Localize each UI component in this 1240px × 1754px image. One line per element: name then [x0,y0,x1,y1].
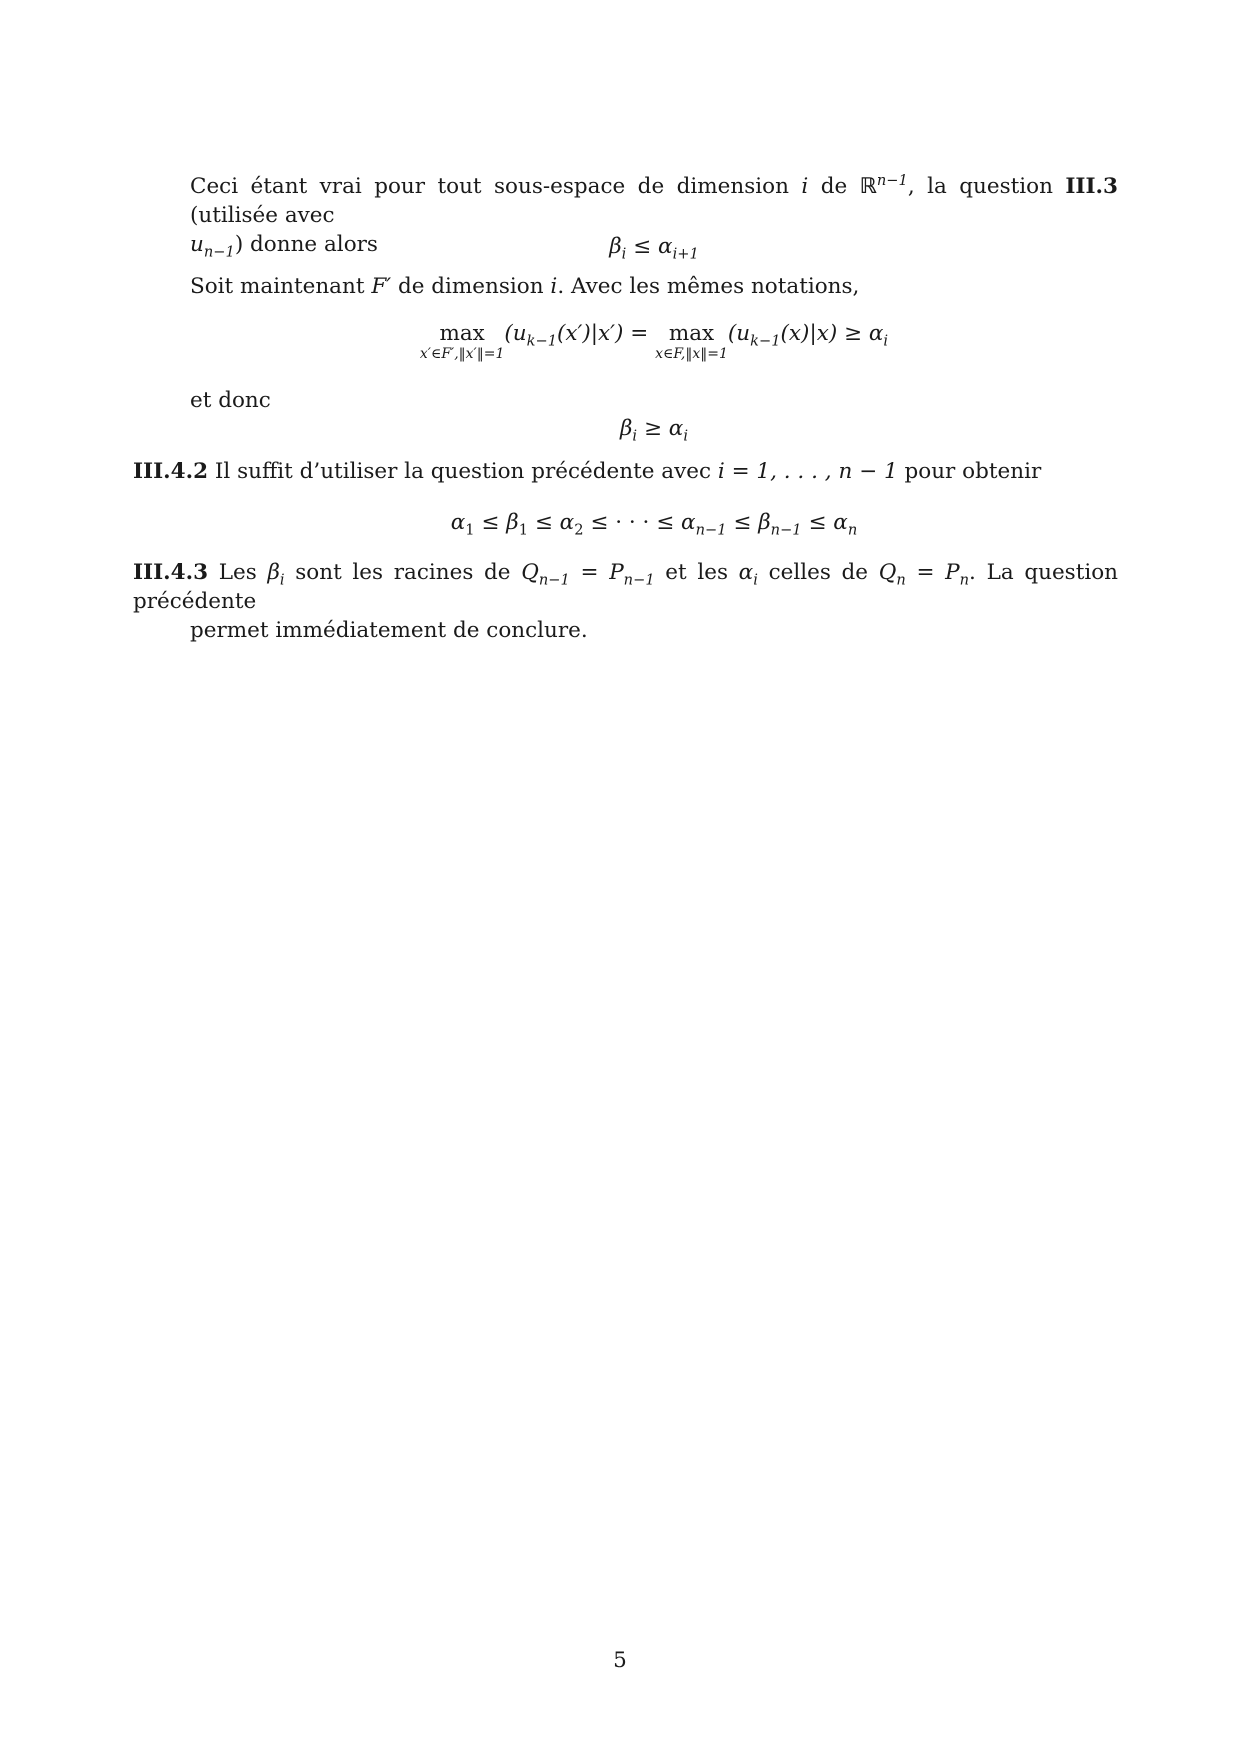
math-subscript: n−1 [695,521,727,539]
equation-beta-le-alpha [190,232,1118,262]
math-subscript: n−1 [538,571,570,589]
text-run: , la question [907,174,1066,199]
text-run: (u [504,321,527,346]
math-symbol: β [267,560,280,585]
math-var: i [550,274,558,299]
math-symbol: P [945,560,960,585]
math-operator: ≤ [801,510,834,535]
math-subscript: k−1 [750,332,781,350]
math-symbol: α [450,510,466,535]
math-symbol: β [609,234,622,259]
math-subscript: n−1 [623,571,655,589]
math-operator: ≤ [583,510,616,535]
math-operator: ≤ [474,510,507,535]
max-subscript: x′∈F′,‖x′‖=1 [419,346,505,362]
text-run: . Avec les mêmes notations, [557,274,860,299]
math-superscript: n−1 [876,171,908,189]
math-subscript: n−1 [770,521,802,539]
question-reference: III.3 [1065,174,1118,199]
math-operator: ≤ [626,234,659,259]
equation-interlacing [190,508,1118,538]
paragraph-et-donc [190,386,1118,415]
math-subscript: 1 [518,521,528,539]
item-III-4-3 [133,558,1118,645]
text-run: (x)|x) ≥ α [780,321,884,346]
math-subscript: 2 [574,521,584,539]
text-continuation: permet immédiatement de conclure. [190,618,588,643]
math-subscript: n−1 [203,243,235,261]
text-run: (u [727,321,751,346]
math-subscript: i [753,571,758,589]
math-symbol: α [833,510,848,535]
math-symbol: P [609,560,624,585]
max-operator-right [655,322,728,362]
math-operator: ≤ [649,510,682,535]
math-expression: i = 1, . . . , n − 1 [717,459,898,484]
math-operator: ≥ [637,416,669,441]
max-expression-right [727,321,889,350]
math-symbol: α [658,234,673,259]
math-operator: ≤ [527,510,560,535]
text-run: de [808,174,860,199]
text-run: et donc [190,388,271,413]
max-subscript: x∈F,‖x‖=1 [655,346,728,362]
math-symbol: α [668,416,684,441]
text-run: de dimension [391,274,551,299]
math-ellipsis: · · · [615,510,650,535]
max-expression-left [504,321,656,350]
item-label: III.4.2 [133,459,209,484]
math-subscript: i [683,427,689,445]
math-symbol: α [681,510,696,535]
text-run: Ceci étant vrai pour tout sous-espace de dimension [190,174,802,199]
text-run: Les [208,560,268,585]
item-label: III.4.3 [133,560,209,585]
math-symbol: Q [878,560,897,585]
math-var: u [190,232,204,257]
math-symbol: Q [521,560,539,585]
math-subscript: i [279,571,285,589]
text-run: ) donne alors [234,232,378,257]
math-symbol: α [559,510,575,535]
text-run: et les [654,560,739,585]
math-subscript: n [896,571,906,589]
math-subscript: i+1 [672,245,699,263]
text-run: Il suffit d’utiliser la question précédente avec [208,459,718,484]
math-symbol: β [506,510,519,535]
math-subscript: 1 [465,521,475,539]
text-run: Soit maintenant [190,274,372,299]
equation-beta-ge-alpha [190,414,1118,444]
text-run: (utilisée avec [190,203,335,228]
text-run: pour obtenir [897,459,1042,484]
math-subscript: n [847,521,858,539]
math-operator: ≤ [726,510,759,535]
math-subscript: i [883,332,889,350]
math-var: i [801,174,809,199]
math-operator: = [569,560,610,585]
paragraph-soit [190,272,1118,301]
math-real-symbol: ℝ [859,174,877,199]
max-label: max [439,321,485,346]
text-run: . La question précédente [133,560,1119,614]
math-symbol: β [758,510,771,535]
math-subscript: n [959,571,970,589]
item-III-4-2 [133,457,1118,486]
math-subscript: i [632,427,638,445]
math-symbol: β [619,416,633,441]
page-number: 5 [613,1648,627,1673]
math-var: F′ [371,274,392,299]
text-run: celles de [757,560,879,585]
equation-max [190,322,1118,382]
math-symbol: α [738,560,754,585]
math-subscript: i [621,245,627,263]
math-subscript: k−1 [526,332,558,350]
text-run: (x′)|x′) = [557,321,656,346]
math-operator: = [905,560,946,585]
max-operator-left [420,322,505,362]
text-run: sont les racines de [284,560,522,585]
max-label: max [668,321,715,346]
